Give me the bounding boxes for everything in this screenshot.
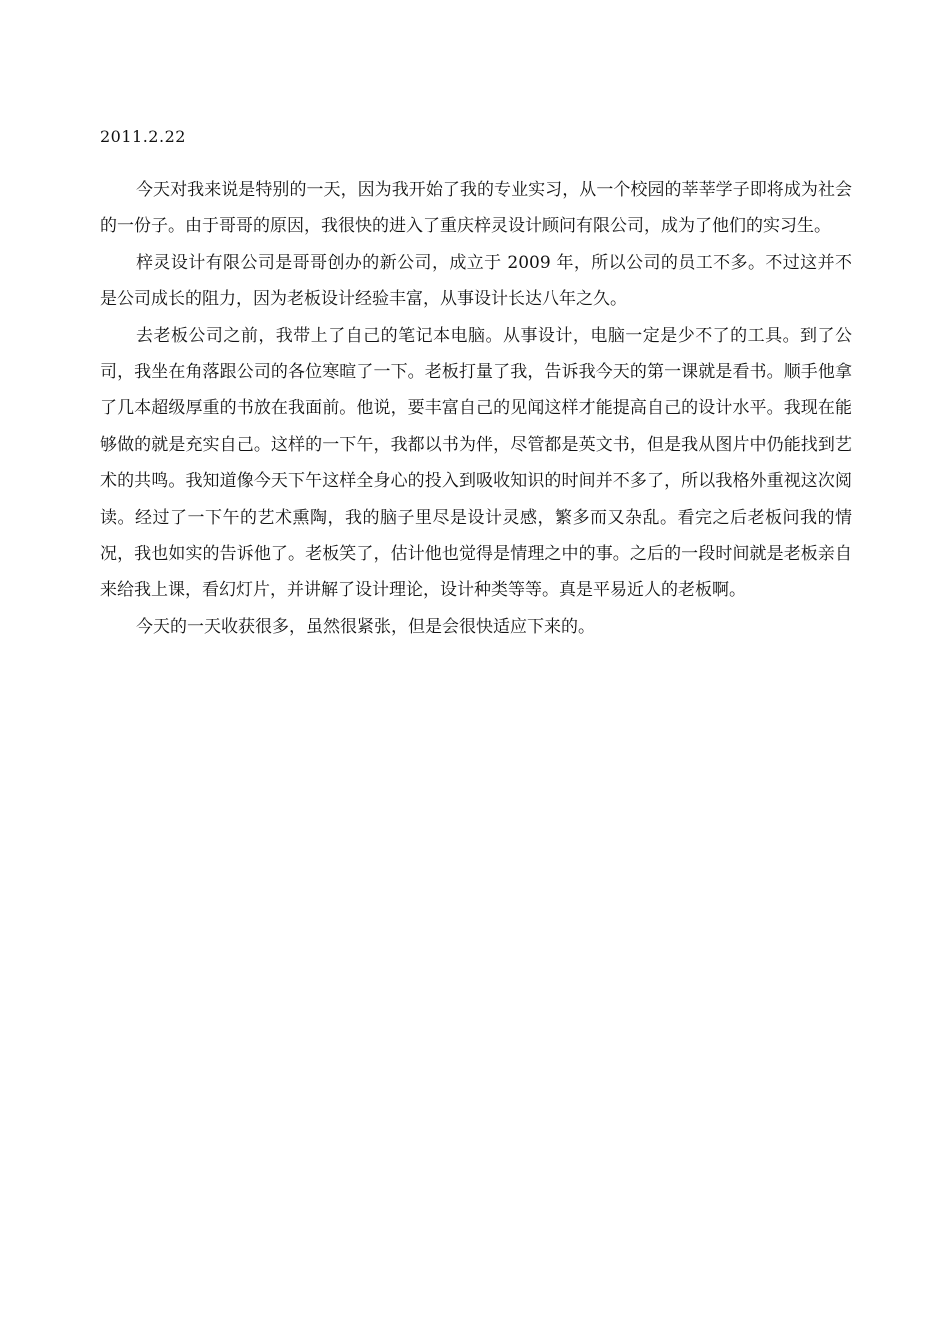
entry-date: 2011.2.22 <box>100 127 186 146</box>
paragraph-2: 梓灵设计有限公司是哥哥创办的新公司，成立于 2009 年，所以公司的员工不多。不过这并不是公司成长的阻力，因为老板设计经验丰富，从事设计长达八年之久。 <box>100 252 852 310</box>
document-body <box>100 122 852 645</box>
paragraph-4: 今天的一天收获很多，虽然很紧张，但是会很快适应下来的。 <box>136 616 595 637</box>
paragraph-3: 去老板公司之前，我带上了自己的笔记本电脑。从事设计，电脑一定是少不了的工具。到了公司，我坐在角落跟公司的各位寒暄了一下。老板打量了我，告诉我今天的第一课就是看书。顺手他拿了几本超级厚重的书放在我面前。他说，要丰富自己的见闻这样才能提高自己的设计水平。我现在能够做的就是充实自己。这样的一下午，我都以书为伴，尽管都是英文书，但是我从图片中仍能找到艺术的共鸣。我知道像今天下午这样全身心的投入到吸收知识的时间并不多了，所以我格外重视这次阅读。经过了一下午的艺术熏陶，我的脑子里尽是设计灵感，繁多而又杂乱。看完之后老板问我的情况，我也如实的告诉他了。老板笑了，估计他也觉得是情理之中的事。之后的一段时间就是老板亲自来给我上课，看幻灯片，并讲解了设计理论，设计种类等等。真是平易近人的老板啊。 <box>100 325 852 601</box>
paragraph-1: 今天对我来说是特别的一天，因为我开始了我的专业实习，从一个校园的莘莘学子即将成为社会的一份子。由于哥哥的原因，我很快的进入了重庆梓灵设计顾问有限公司，成为了他们的实习生。 <box>100 180 852 237</box>
